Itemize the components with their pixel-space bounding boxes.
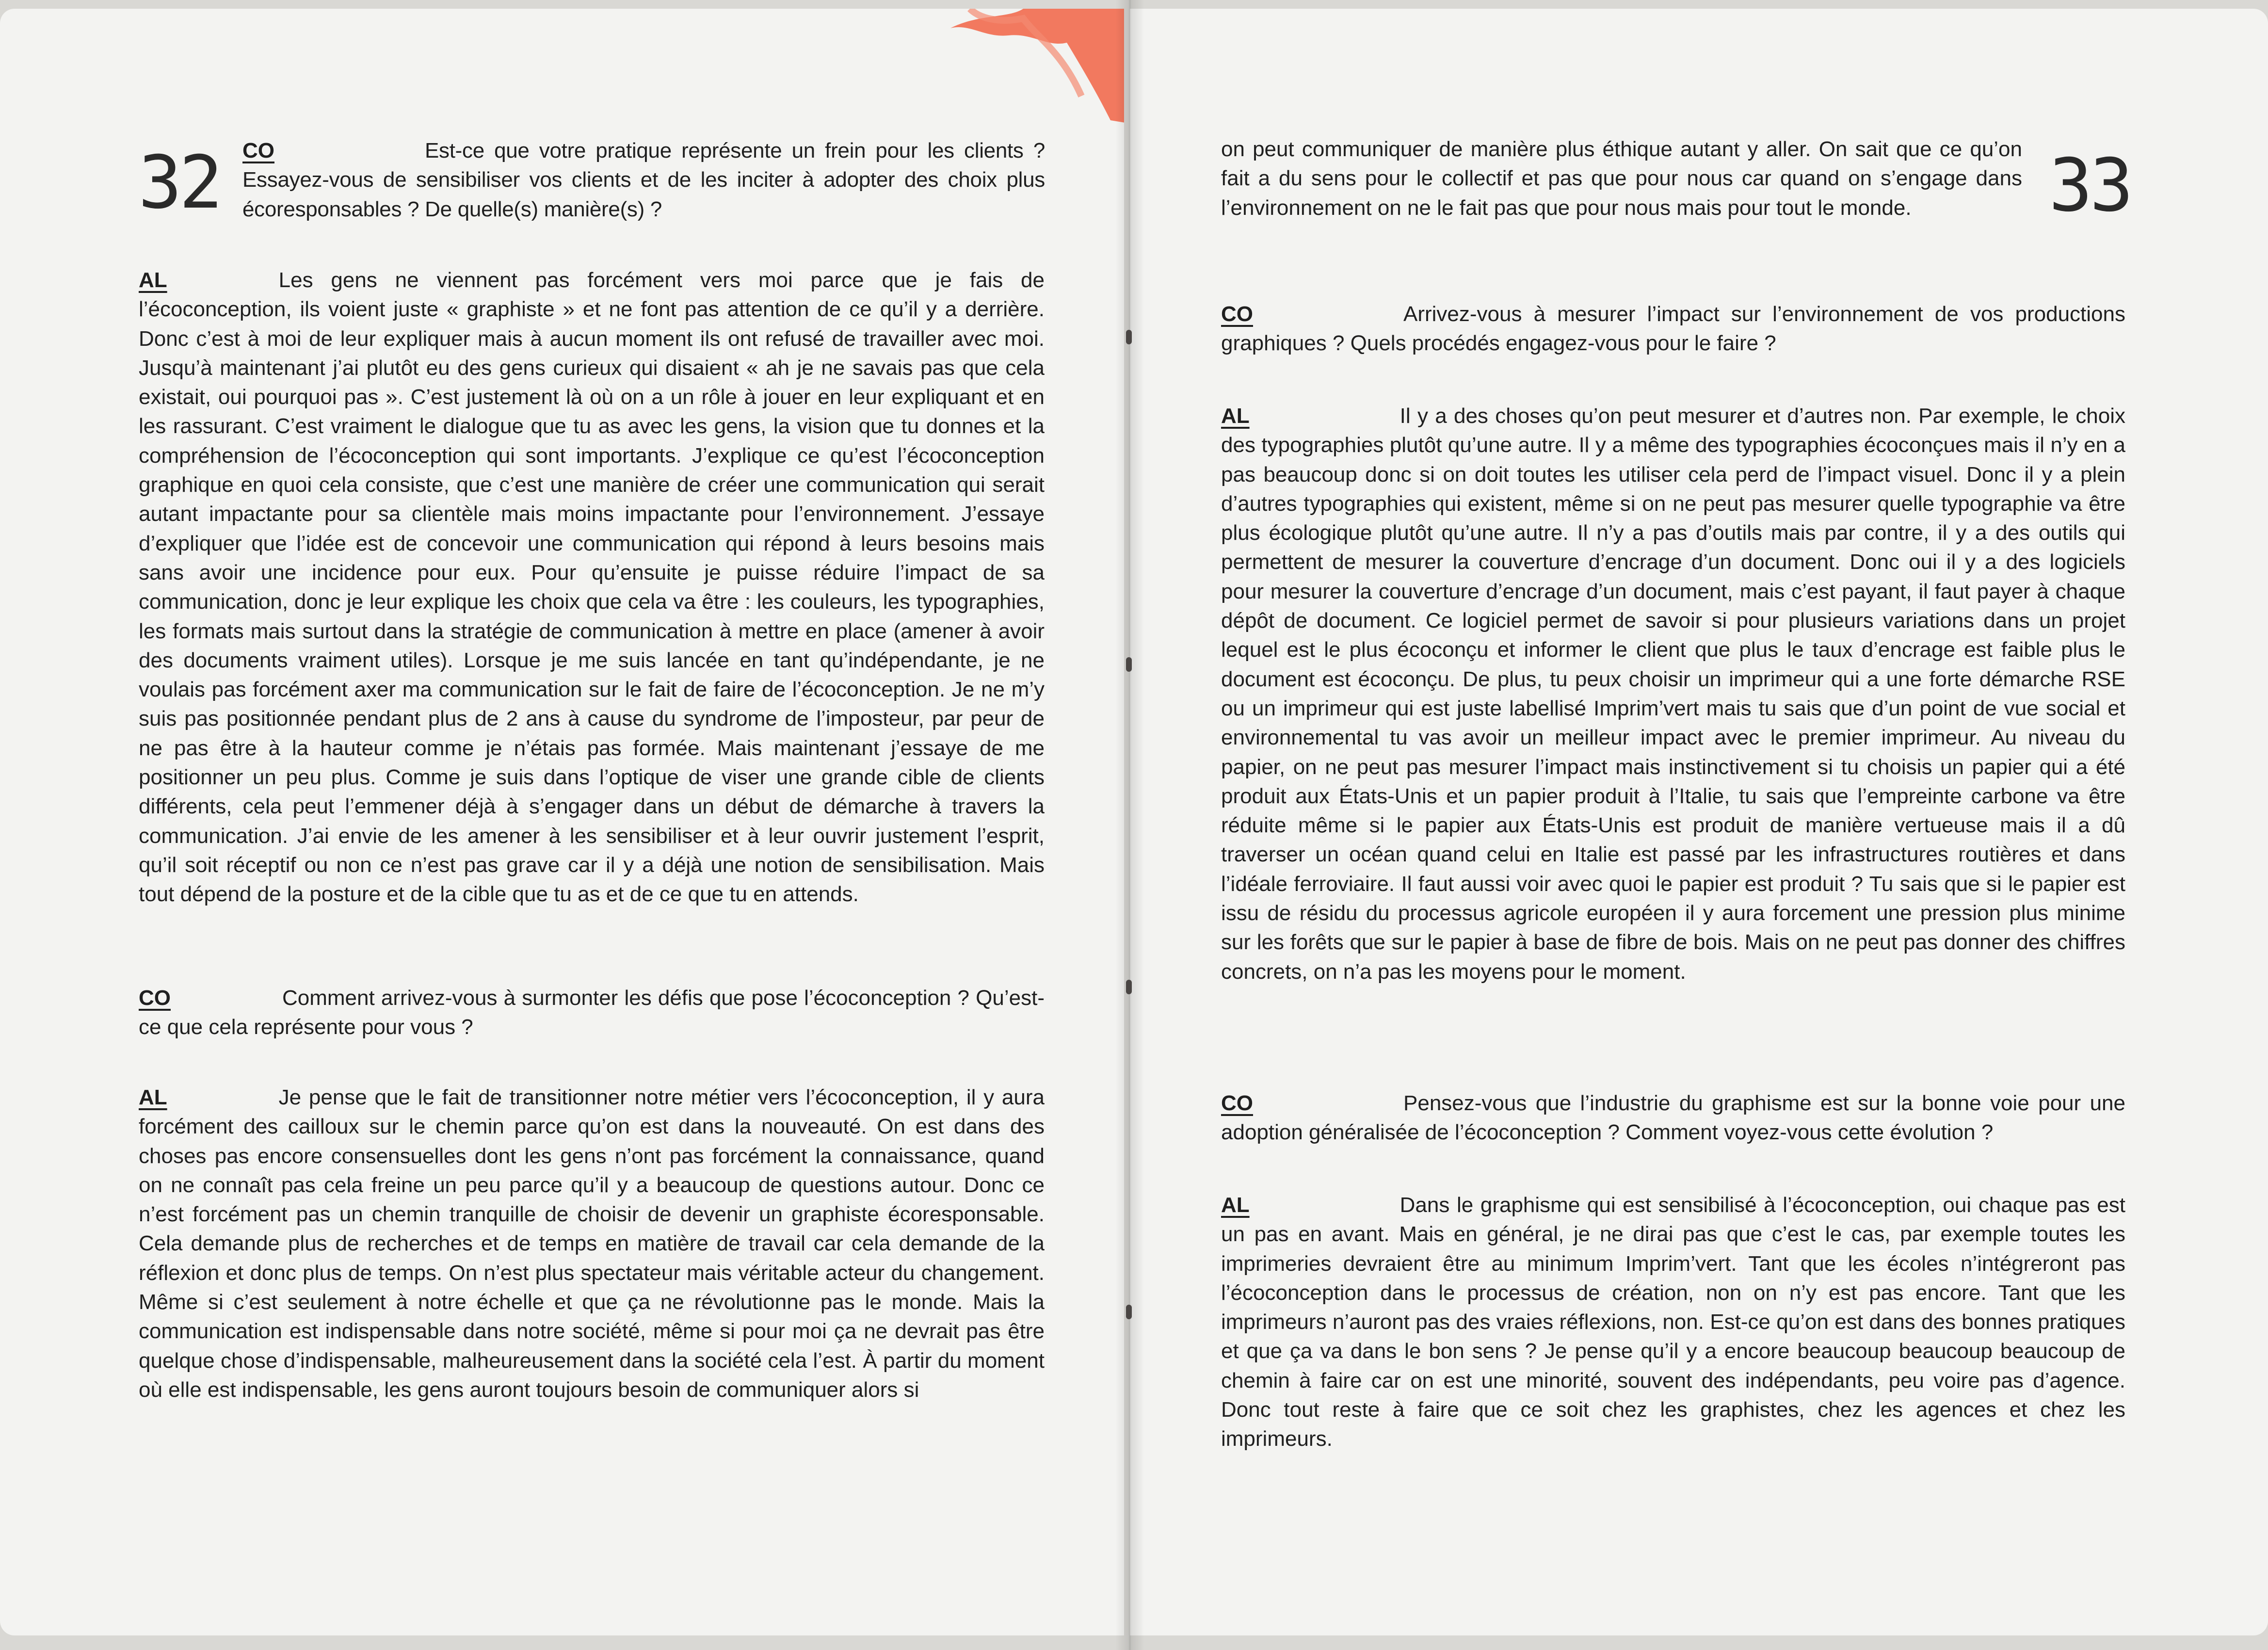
answer-text: Il y a des choses qu’on peut mesurer et d’autres non. Par exemple, le choix des typographies plutôt qu’une autre. Il y a même des typographies écoconçues mais il n’y en a pas beaucoup donc si on doit toutes les utiliser cela perd de l’impact visuel. Donc il y a plein d’autres typographies qui existent, même si on ne peut pas mesurer quelle typographie va être plus écologique plutôt qu’une autre. Il n’y a pas d’outils mais par contre, il y a des outils qui permettent de mesurer la couverture d’encrage d’un document. Donc oui il y a des logiciels pour mesurer la couverture d’encrage d’un document, mais c’est payant, il faut payer à chaque dépôt de document. Ce logiciel permet de savoir si pour plusieurs variations dans un projet lequel est le plus écoconçu et informer le client que plus le taux d’encrage est faible plus le document est écoconçu. De plus, tu peux choisir un imprimeur qui a une forte démarche RSE ou un imprimeur qui est juste labellisé Imprim’vert mais tu sais que d’un point de vue social et environnemental tu vas avoir un meilleur impact avec le premier imprimeur. Au niveau du papier, on ne peut pas mesurer l’impact mais instinctivement si tu choisis un papier qui a été produit aux États-Unis et un papier produit à l’Italie, tu sais que l’empreinte carbone va être réduite même si le papier aux États-Unis est produit de manière vertueuse mais il a dû traverser un océan quand celui en Italie est passé par les infrastructures routières et dans l’idéale ferroviaire. Il faut aussi voir avec quoi le papier est produit ? Tu sais que si le papier est issu de résidu du processus agricole européen il y aura forcement une pression plus minime sur les forêts que sur le papier à base de fibre de bois. Mais on ne peut pas donner des chiffres concrets, on n’a pas les moyens pour le moment.: [1221, 404, 2125, 984]
book-gutter: [1115, 0, 1144, 1650]
question-text: Arrivez-vous à mesurer l’impact sur l’environnement de vos productions graphiques ? Quels procédés engagez-vous pour le faire ?: [1221, 302, 2125, 356]
binding-staple: [1126, 980, 1132, 994]
question-text: Est-ce que votre pratique représente un frein pour les clients ? Essayez-vous de sensibiliser vos clients et de les inciter à adopter des choix plus écoresponsables ? De quelle(s) manière(s) ?: [242, 139, 1045, 221]
question-text: Pensez-vous que l’industrie du graphisme est sur la bonne voie pour une adoption généralisée de l’écoconception ? Comment voyez-vous cette évolution ?: [1221, 1091, 2125, 1145]
answer-block: [139, 1083, 1045, 1405]
answer-block: [1221, 402, 2125, 987]
answer-continuation: [1221, 135, 2022, 223]
speaker-label: CO: [1221, 1091, 1253, 1115]
answer-block: [1221, 1191, 2125, 1454]
question-block: [242, 136, 1045, 224]
page-number-left: 32: [138, 141, 220, 225]
speaker-label: AL: [139, 268, 167, 292]
speaker-label: AL: [1221, 404, 1250, 428]
binding-staple: [1126, 330, 1132, 344]
answer-text: Dans le graphisme qui est sensibilisé à l’écoconception, oui chaque pas est un pas en avant. Mais en général, je ne dirai pas que c’est le cas, par exemple toutes les imprimeries devraient être au minimum Imprim’vert. Tant que les écoles n’intégreront pas l’écoconception dans le processus de création, non on n’y est pas encore. Tant que les imprimeurs n’auront pas des vraies réflexions, non. Est-ce qu’on est dans des bonnes pratiques et que ça va dans le bon sens ? Je pense qu’il y a encore beaucoup beaucoup beaucoup de chemin à faire car on est une minorité, souvent des indépendants, peu voire pas d’agence. Donc tout reste à faire que ce soit chez les graphistes, chez les agences et chez les imprimeurs.: [1221, 1193, 2125, 1451]
question-block: [1221, 300, 2125, 358]
question-block: [1221, 1089, 2125, 1148]
answer-text: on peut communiquer de manière plus éthique autant y aller. On sait que ce qu’on fait a du sens pour le collectif et pas que pour nous car quand on s’engage dans l’environnement on ne le fait pas que pour nous mais pour tout le monde.: [1221, 137, 2022, 220]
question-text: Comment arrivez-vous à surmonter les défis que pose l’écoconception ? Qu’est-ce que cela représente pour vous ?: [139, 986, 1045, 1039]
binding-staple: [1126, 1305, 1132, 1319]
answer-block: [139, 266, 1045, 909]
speaker-label: CO: [242, 139, 274, 162]
answer-text: Je pense que le fait de transitionner notre métier vers l’écoconception, il y aura forcément des cailloux sur le chemin parce qu’on est dans la nouveauté. On est dans des choses pas encore consensuelles dont les gens n’ont pas forcément la connaissance, quand on ne connaît pas cela freine un peu parce qu’il y a beaucoup de questions autour. Donc ce n’est forcément pas un chemin tranquille de choisir de devenir un graphiste écoresponsable. Cela demande plus de recherches et de temps en matière de travail car cela demande de la réflexion et donc plus de temps. On n’est plus spectateur mais véritable acteur du changement. Même si c’est seulement à notre échelle et que ça ne révolutionne pas le monde. Mais la communication est indispensable dans notre société, même si pour moi ça ne devrait pas être quelque chose d’indispensable, malheureusement dans la société cela l’est. À partir du moment où elle est indispensable, les gens auront toujours besoin de communiquer alors si: [139, 1085, 1045, 1402]
speaker-label: CO: [1221, 302, 1253, 326]
speaker-label: CO: [139, 986, 171, 1010]
right-page: [1130, 9, 2268, 1635]
question-block: [139, 984, 1045, 1042]
speaker-label: AL: [139, 1085, 167, 1109]
speaker-label: AL: [1221, 1193, 1250, 1217]
binding-staple: [1126, 657, 1132, 672]
answer-text: Les gens ne viennent pas forcément vers moi parce que je fais de l’écoconception, ils voient juste « graphiste » et ne font pas attention de ce qu’il y a derrière. Donc c’est à moi de leur expliquer mais à aucun moment ils ont refusé de travailler avec moi. Jusqu’à maintenant j’ai plutôt eu des gens curieux qui disaient « ah je ne savais pas que cela existait, oui pourquoi pas ». C’est justement là où on a un rôle à jouer en leur expliquant et en les rassurant. C’est vraiment le dialogue que tu as avec les gens, la vision que tu donnes et la compréhension de l’écoconception qui sont importants. J’explique ce qu’est l’écoconception graphique en quoi cela consiste, que c’est une manière de créer une communication qui serait autant impactante pour sa clientèle mais moins impactante pour l’environnement. J’essaye d’expliquer que l’idée est de concevoir une communication qui répond à leurs besoins mais sans avoir une incidence pour eux. Pour qu’ensuite je puisse réduire l’impact de sa communication, donc je leur explique les choix que cela va être : les couleurs, les typographies, les formats mais surtout dans la stratégie de communication à mettre en place (amener à avoir des documents vraiment utiles). Lorsque je me suis lancée en tant qu’indépendante, je ne voulais pas forcément axer ma communication sur le fait de faire de l’écoconception. Je ne m’y suis pas positionnée pendant plus de 2 ans à cause du syndrome de l’imposteur, par peur de ne pas être à la hauteur comme je n’étais pas formée. Mais maintenant j’essaye de me positionner un peu plus. Comme je suis dans l’optique de viser une grande cible de clients différents, cela peut l’emmener déjà à s’engager dans un début de démarche à travers la communication. J’ai envie de les amener à les sensibiliser et à leur ouvrir justement l’esprit, qu’il soit réceptif ou non ce n’est pas grave car il y a déjà une notion de sensibilisation. Mais tout dépend de la posture et de la cible que tu as et de ce que tu en attends.: [139, 268, 1045, 906]
red-brush-stroke-icon: [950, 9, 1124, 130]
page-number-right: 33: [2049, 144, 2131, 228]
left-page: [0, 9, 1124, 1635]
